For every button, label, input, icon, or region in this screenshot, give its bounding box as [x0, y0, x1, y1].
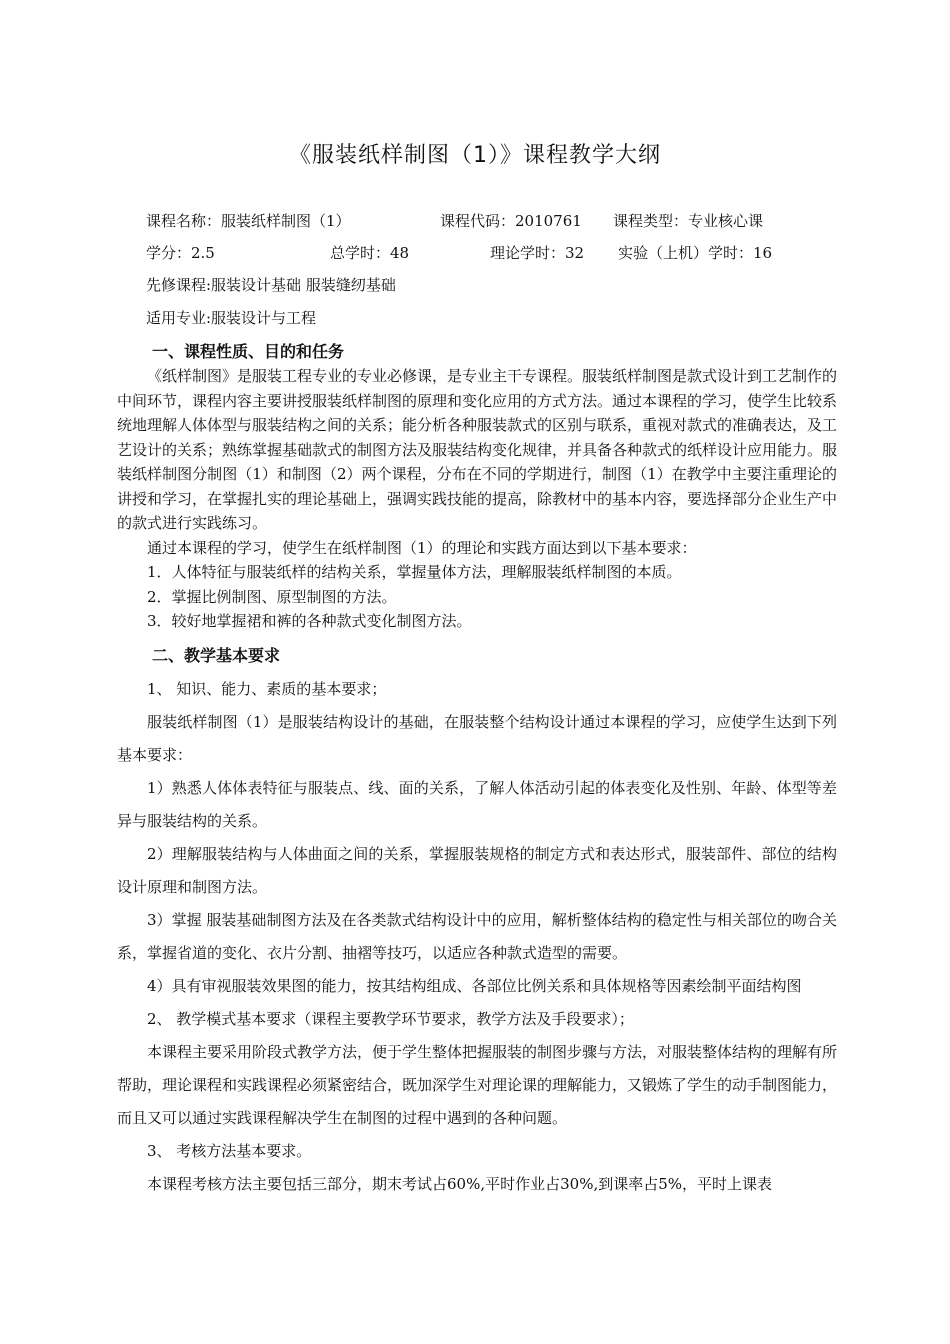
theory-hours: 理论学时：32: [490, 244, 585, 262]
document-title: 《服装纸样制图（1）》课程教学大纲: [289, 143, 661, 168]
applicable-major: 适用专业:服装设计与工程: [146, 309, 317, 327]
course-type: 课程类型：专业核心课: [613, 212, 764, 230]
requirement-3: 3）掌握 服装基础制图方法及在各类款式结构设计中的应用，解析整体结构的稳定性与相关部位的吻合关系，掌握省道的变化、衣片分割、抽褶等技巧，以适应各种款式造型的需要。: [117, 911, 837, 962]
sub-2-paragraph: 本课程主要采用阶段式教学方法，便于学生整体把握服装的制图步骤与方法，对服装整体结构的理解有所帮助，理论课程和实践课程必须紧密结合，既加深学生对理论课的理解能力，又锻炼了学生的动手制图能力，而且又可以通过实践课程解决学生在制图的过程中遇到的各种问题。: [117, 1043, 838, 1127]
sub-heading-2: 2、 教学模式基本要求（课程主要教学环节要求，教学方法及手段要求）；: [147, 1010, 634, 1028]
section-2-body: [117, 673, 837, 1201]
total-hours: 总学时：48: [330, 244, 410, 262]
requirement-2: 2）理解服装结构与人体曲面之间的关系，掌握服装规格的制定方式和表达形式，服装部件、部位的结构设计原理和制图方法。: [117, 845, 837, 896]
sub-heading-3: 3、 考核方法基本要求。: [147, 1142, 312, 1160]
section-1-heading: 一、课程性质、目的和任务: [152, 342, 345, 361]
course-code: 课程代码：2010761: [440, 212, 582, 230]
sub-3-paragraph: 本课程考核方法主要包括三部分，期末考试占60%,平时作业占30%,到课率占5%，平时上课表: [147, 1175, 773, 1193]
section-1-body: [117, 364, 837, 634]
section-1-item-1: 1．人体特征与服装纸样的结构关系，掌握量体方法，理解服装纸样制图的本质。: [147, 563, 682, 581]
sub-heading-1: 1、 知识、能力、素质的基本要求；: [147, 680, 387, 698]
section-1-item-2: 2．掌握比例制图、原型制图的方法。: [147, 587, 397, 606]
requirement-4: 4）具有审视服装效果图的能力，按其结构组成、各部位比例关系和具体规格等因素绘制平面结构图: [147, 977, 802, 995]
prerequisites: 先修课程:服装设计基础 服装缝纫基础: [146, 276, 396, 294]
requirement-1: 1）熟悉人体体表特征与服装点、线、面的关系，了解人体活动引起的体表变化及性别、年龄、体型等差异与服装结构的关系。: [117, 779, 837, 830]
section-1-intro: 通过本课程的学习，使学生在纸样制图（1）的理论和实践方面达到以下基本要求：: [147, 538, 697, 557]
lab-hours: 实验（上机）学时：16: [618, 244, 773, 262]
section-1-paragraph: 《纸样制图》是服装工程专业的专业必修课，是专业主干专课程。服装纸样制图是款式设计到工艺制作的中间环节，课程内容主要讲授服装纸样制图的原理和变化应用的方式方法。通过本课程的学习，使学生比较系统地理解人体体型与服装结构之间的关系；能分析各种服装款式的区别与联系，重视对款式的准确表达，及工艺设计的关系；熟练掌握基础款式的制图方法及服装结构变化规律，并具备各种款式的纸样设计应用能力。服装纸样制图分制图（1）和制图（2）两个课程，分布在不同的学期进行，制图（1）在教学中主要注重理论的讲授和学习，在掌握扎实的理论基础上，强调实践技能的提高，除教材中的基本内容，要选择部分企业生产中的款式进行实践练习。: [117, 367, 838, 532]
course-name: 课程名称：服装纸样制图（1）: [146, 212, 351, 230]
section-2-heading: 二、教学基本要求: [152, 646, 281, 665]
credits: 学分：2.5: [146, 244, 215, 262]
section-1-item-3: 3．较好地掌握裙和裤的各种款式变化制图方法。: [147, 612, 472, 630]
sub-1-intro: 服装纸样制图（1）是服装结构设计的基础，在服装整个结构设计通过本课程的学习，应使学生达到下列基本要求：: [117, 713, 837, 764]
